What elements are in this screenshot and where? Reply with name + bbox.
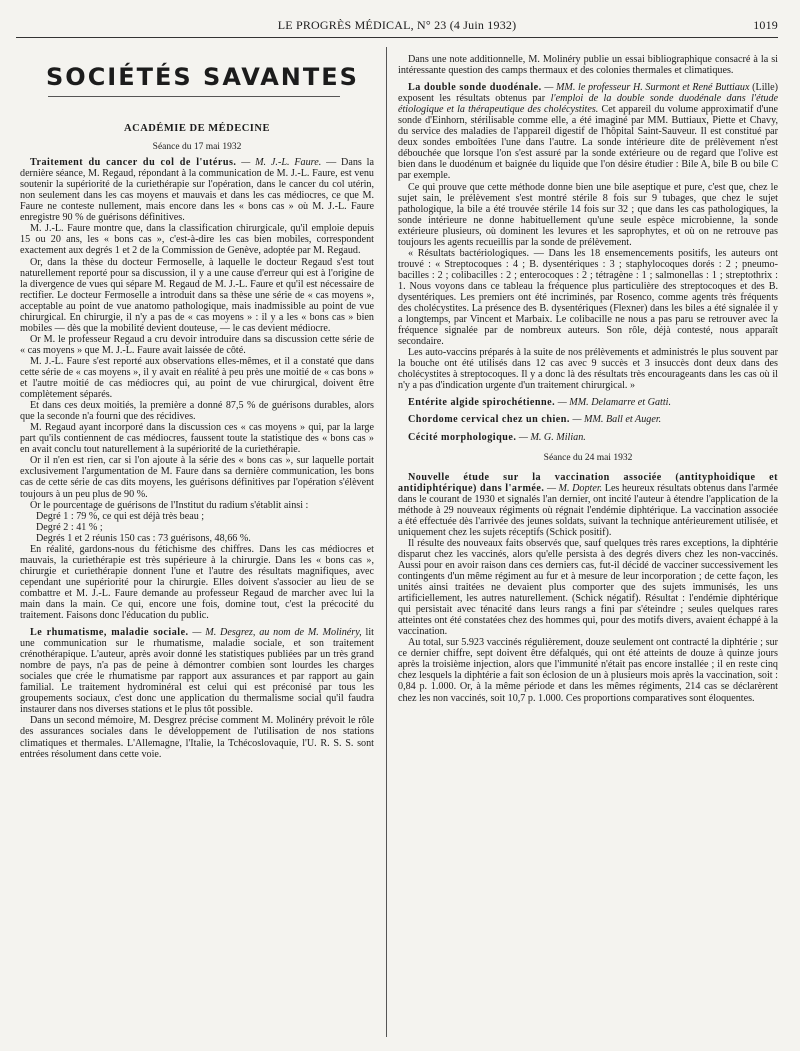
degree-line: Degrés 1 et 2 réunis 150 cas : 73 guérisons, 48,66 %. bbox=[36, 532, 251, 544]
emphasis: l'emploi de la double sonde duodénale dans l'étude étiologique et la thérapeutique des cholécystites. bbox=[398, 93, 779, 116]
paragraph: M. J.-L. Faure s'est reporté aux observations elles-mêmes, et il a constaté que dans cette série de « cas moyens », il y avait en réalité à peu près une moitié de « cas bons » et l'autre moitié de cas médiocres qui, au point de vue chirurgical, doivent être complètement séparés. bbox=[20, 355, 374, 401]
paragraph: Or il n'en est rien, car si l'on ajoute à la série des « bons cas », sur laquelle portait exclusivement l'argumentation de M. Faure dans sa dernière communication, les bons cas de cette série de cas dits moyens, les guérisons définitives par l'opération s'élèvent toujours à un peu plus de 90 %. bbox=[20, 455, 374, 500]
paragraph: « Résultats bactériologiques. — Dans les 18 ensemencements positifs, les auteurs ont trouvé : « Streptocoques : 4 ; B. dysentériques : 3 ; staphylocoques dorés : 2 ; pneumo-bacilles : 2 ; colibacilles : 2 ; enterocoques : 2 ; tétragène : 1 ; salmonellas : 1 ; streptothrix : 1. Nous voyons dans ce tableau la fréquence plus particulière des streptocoques et des B. dysentériques. Les premiers ont été incriminés, par Rosenco, comme agents très fréquents des cholécystites. La présence des B. dysentériques (Flexner) dans les biles a été signalée il y a longtemps, par Vincent et Marbaix. Le colibacille ne nous a pas paru se retrouver avec la fréquence signalée par de nombreux auteurs. Son rôle, déjà contesté, nous apparaît secondaire. bbox=[398, 247, 778, 348]
paragraph: Et dans ces deux moitiés, la première a donné 87,5 % de guérisons durables, alors que la seconde n'a fourni que des récidives. bbox=[20, 400, 374, 423]
paragraph: Ce qui prouve que cette méthode donne bien une bile aseptique et pure, c'est que, chez le sujet sain, le prélèvement s'est montré stérile 8 fois sur 9 tubages, que chez le sujet pathologique, la bile a été trouvée stérile 14 fois sur 32 ; que dans les cas pathologiques, la sonde intérieure ne donne habituellement qu'une seule espèce microbienne, la sonde extérieure plusieurs, où dominent les levures et les saprophytes, et où on ne retrouve pas toujours les agents recueillis par la sonde de prélèvement. bbox=[398, 181, 778, 248]
article-chordome bbox=[398, 414, 778, 425]
article-cancer-col bbox=[20, 157, 374, 223]
degree-line: Degré 2 : 41 % ; bbox=[36, 521, 103, 533]
article-authors: — M. G. Milian. bbox=[516, 431, 586, 443]
running-header bbox=[16, 18, 778, 34]
paragraph: Dans une note additionnelle, M. Molinéry publie un essai bibliographique consacré à la si intéressante question des camps thermaux et des colonies thermales et climatiques. bbox=[398, 54, 778, 77]
paragraph: Or M. le professeur Regaud a cru devoir introduire dans sa discussion cette série de « cas moyens » que M. J.-L. Faure avait laissée de côté. bbox=[20, 333, 374, 356]
article-title: Le rhumatisme, maladie sociale. bbox=[30, 627, 189, 639]
paragraph: M. J.-L. Faure montre que, dans la classification chirurgicale, qu'il emploie depuis 15 ou 20 ans, les « bons cas », c'est-à-dire les cas bien mobiles, correspondent exactement aux degrés 1 et 2 de la Commission de Genève, adoptée par M. Regaud. bbox=[20, 223, 374, 257]
article-vaccination bbox=[398, 472, 778, 538]
paragraph: En réalité, gardons-nous du fétichisme des chiffres. Dans les cas médiocres et mauvais, la curiethérapie est très supérieure à la chirurgie. Dans les « bons cas », chirurgie et curiethérapie donnent l'une et l'autre des résultats magnifiques, avec cependant une supériorité pour la chirurgie. Elles doivent s'associer au lieu de se combattre et M. J.-L. Faure demande au professeur Regaud de marcher avec lui la main dans la main. Ce qui, encore une fois, domine tout, c'est la précocité du traitement. Faisons donc l'éducation du public. bbox=[20, 543, 374, 622]
article-authors: — MM. Delamarre et Gatti. bbox=[555, 397, 671, 409]
paragraph: M. Regaud ayant incorporé dans la discussion ces « cas moyens » qui, par la large part qu'ils contiennent de cas médiocres, faussent toute la statistique des « bons cas » en avait conclu tout naturellement à la supériorité de la curiethérapie. bbox=[20, 422, 374, 456]
journal-title: LE PROGRÈS MÉDICAL, N° 23 (4 Juin 1932) bbox=[277, 18, 517, 32]
column-divider bbox=[386, 47, 387, 1037]
seance-date: Séance du 24 mai 1932 bbox=[543, 452, 633, 463]
left-column bbox=[20, 52, 374, 760]
paragraph: Au total, sur 5.923 vaccinés régulièrement, douze seulement ont contracté la diphtérie ; sur ce dernier chiffre, sept doivent être défalqués, qui ont été atteints de douze à quinze jours après la troisième injection, alors que l'immunité n'était pas encore installée ; il en reste cinq chez lesquels la diphtérie a fait son éclosion de un à plusieurs mois après la vaccination, soit : 0,84 p. 1.000. Or, à la même période et dans les mêmes régiments, 214 cas se déclarèrent chez les non vaccinés, soit 10,7 p. 1.000. Ces proportions comparatives sont éloquentes. bbox=[398, 637, 778, 704]
article-authors: — M. J.-L. Faure. bbox=[236, 157, 322, 169]
article-double-sonde bbox=[398, 82, 778, 181]
section-title: SOCIÉTÉS SAVANTES bbox=[46, 63, 359, 91]
article-title: Entérite algide spirochétienne. bbox=[408, 397, 556, 409]
article-title: Traitement du cancer du col de l'utérus. bbox=[30, 157, 237, 169]
paragraph: lit une communication sur le rhumatisme, maladie sociale, et son traitement crénothérapique. L'auteur, après avoir donné les statistiques publiées par un très grand nombre de pays, n'a pas de peine à démontrer combien sont lourdes les charges sociales que crée le rhumatisme par rapport aux assurances et par rapport au gain familial. Le traitement hydrominéral est celui qui est préconisé par tous les groupements sociaux, c'est donc une application du thermalisme social qu'il faudra instaurer dans nos diverses stations et le plus tôt possible. bbox=[20, 627, 374, 716]
article-title: Cécité morphologique. bbox=[408, 431, 517, 443]
paragraph: Les auto-vaccins préparés à la suite de nos prélèvements et administrés le plus souvent par la bouche ont été utilisés dans 12 cas avec 9 succès et 3 insuccès dont deux dans des cholécystites à streptocoques. Il y a donc là des résultats très encourageants dans les cas où il n'y a pas d'indication urgente d'un traitement chirurgical. » bbox=[398, 347, 778, 392]
article-enterite bbox=[398, 397, 778, 408]
right-column bbox=[398, 54, 778, 704]
academy-heading: ACADÉMIE DE MÉDECINE bbox=[124, 123, 270, 134]
paragraph: — Dans la dernière séance, M. Regaud, répondant à la communication de M. J.-L. Faure, est venu soutenir la supériorité de la curiethérapie sur l'opération, dans le cancer du col utérin, non seulement dans les cas moyens et mauvais et dans les cas médiocres, ce que M. Faure ne conteste nullement, mais encore dans les « bons cas » où M. J.-L. Faure enregistre 90 % de guérisons définitives. bbox=[20, 157, 374, 224]
paragraph: Dans un second mémoire, M. Desgrez précise comment M. Molinéry prévoit le rôle des assurances sociales dans le développement de l'utilisation de nos stations climatiques et thermales. L'Allemagne, l'Italie, la Tchécoslovaquie, l'U. R. S. S. sont entrées résolument dans cette voie. bbox=[20, 715, 374, 760]
paragraph: Or, dans la thèse du docteur Fermoselle, à laquelle le docteur Regaud s'est tout naturellement reporté pour sa discussion, il y a une cause d'erreur qui est à l'origine de la divergence de vues qui sépare M. Regaud de M. J.-L. Faure et qu'il est nécessaire de rectifier. Le docteur Fermoselle a introduit dans sa thèse une série de « cas moyens », acceptable au point de vue anatomo pathologique, mais inadmissible au point de vue chirurgical. En chirurgie, il n'y a pas de « cas moyens » : il y a les « bons cas » bien mobiles — dès que la mobilité devient douteuse, — le cas devient médiocre. bbox=[20, 256, 374, 334]
paragraph: Il résulte des nouveaux faits observés que, sauf quelques très rares exceptions, la diphtérie disparut chez les vaccinés, alors qu'elle persista à des degrés divers chez les non-vaccinés. Aussi pour en avoir raison dans ces derniers cas, fut-il décidé de vacciner successivement les contingents d'un même régiment au fur et à mesure de leur incorporation ; de cette façon, les unités ainsi traitées ne devaient plus comporter que des sujets immunisés, les uns artificiellement, les autres naturellement. (Schick négatif). Résultat : l'endémie diphtérique qui persistait avec ténacité dans leurs rangs a fini par s'éteindre ; seules quelques rares atteintes ont été constatées chez des hommes qui, pour des motifs divers, avaient échappé à la vaccination. bbox=[398, 537, 778, 638]
article-title: Chordome cervical chez un chien. bbox=[408, 414, 570, 426]
paragraph: (Lille) exposent les résultats obtenus par bbox=[398, 82, 778, 105]
article-authors: — MM. le professeur H. Surmont et René Buttiaux bbox=[541, 82, 750, 94]
article-title: La double sonde duodénale. bbox=[408, 82, 542, 94]
article-rhumatisme bbox=[20, 627, 374, 715]
article-authors: — M. Desgrez, au nom de M. Molinéry, bbox=[188, 627, 362, 639]
article-title: Nouvelle étude sur la vaccination associée (antityphoidique et antidiphtérique) dans l'armée. bbox=[398, 471, 778, 494]
header-rule bbox=[16, 37, 778, 38]
paragraph: Cet appareil du volume approximatif d'une sonde d'Einhorn, stérilisable comme elle, a été imaginé par MM. Buttiaux, Piette et Chavy, du service des maladies de l'appareil digestif de l'hôpital Saint-Sauveur. Il est constitué par deux sondes emboîtées l'une dans l'autre. La sonde intérieure dite de prélèvement n'est débouchée que lorsque l'on s'est assuré par la sonde extérieure ou de regard que l'olive est bien dans le duodénum et baignée du liquide que l'on désire étudier : Bile A, bile B ou bile C par exemple. bbox=[398, 104, 778, 182]
article-cecite bbox=[398, 432, 778, 443]
title-rule bbox=[48, 96, 340, 97]
seance-date: Séance du 17 mai 1932 bbox=[152, 142, 242, 153]
article-authors: — MM. Ball et Auger. bbox=[569, 414, 662, 426]
paragraph: Les heureux résultats obtenus dans l'armée dans le courant de 1930 et signalés l'an dernier, ont incité l'auteur à étendre l'application de la méthode à 29 nouveaux régiments où régnait l'endémie diphtérique. La vaccination associée a été effectuée dès l'arrivée des jeunes soldats, suivant la technique antérieurement utilisée, et uniquement chez les sujets réceptifs (Schick positif). bbox=[398, 482, 778, 538]
degree-line: Degré 1 : 79 %, ce qui est déjà très beau ; bbox=[36, 510, 205, 522]
paragraph: Or le pourcentage de guérisons de l'Institut du radium s'établit ainsi : bbox=[30, 499, 309, 511]
page-number: 1019 bbox=[753, 18, 778, 32]
article-authors: — M. Dopter. bbox=[544, 482, 603, 494]
